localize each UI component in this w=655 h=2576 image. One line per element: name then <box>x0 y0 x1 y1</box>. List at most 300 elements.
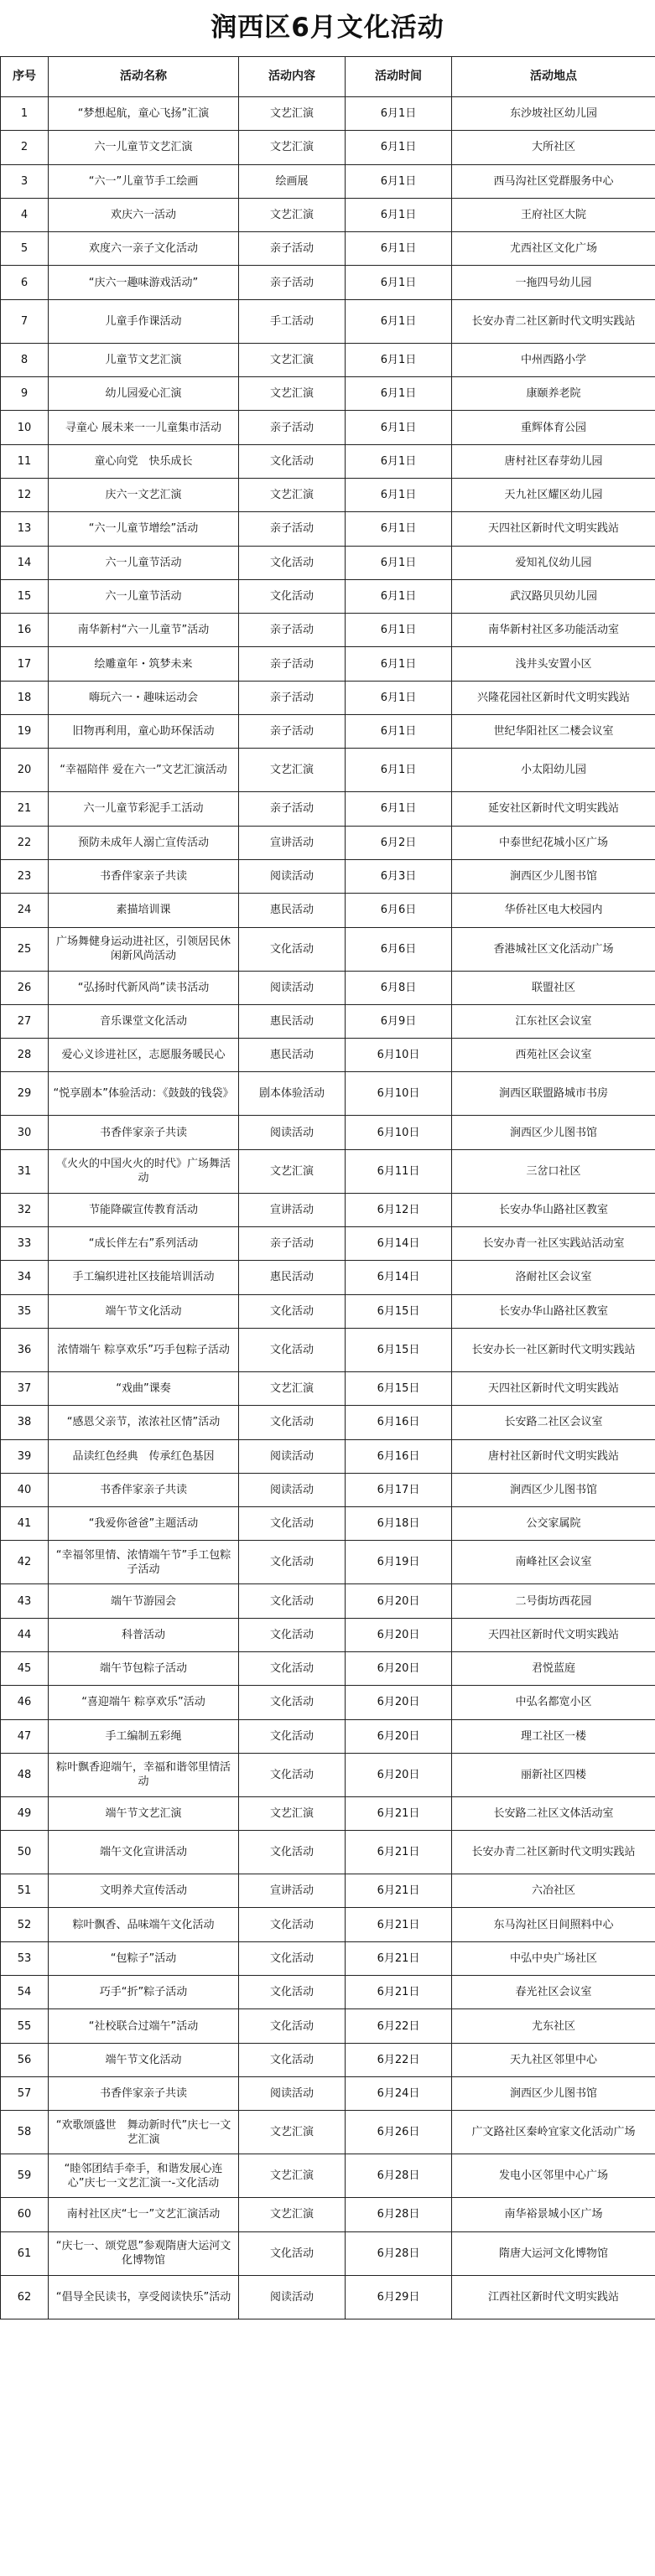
cell-activity-content: 阅读活动 <box>239 2275 346 2319</box>
cell-activity-content: 文艺汇演 <box>239 131 346 164</box>
cell-activity-content: 阅读活动 <box>239 971 346 1004</box>
table-row <box>1 971 655 1004</box>
cell-number: 29 <box>1 1072 49 1116</box>
cell-activity-date: 6月24日 <box>346 2076 452 2110</box>
cell-number: 45 <box>1 1651 49 1685</box>
cell-number: 24 <box>1 894 49 927</box>
cell-activity-content: 文化活动 <box>239 1719 346 1753</box>
table-row <box>1 1618 655 1651</box>
cell-number: 11 <box>1 444 49 478</box>
cell-number: 44 <box>1 1618 49 1651</box>
cell-activity-name: 寻童心 展未来一一儿童集市活动 <box>49 411 239 444</box>
cell-number: 13 <box>1 512 49 546</box>
cell-activity-name: “庆七一、颂党恩”参观隋唐大运河文化博物馆 <box>49 2231 239 2275</box>
table-row <box>1 478 655 511</box>
cell-activity-date: 6月9日 <box>346 1004 452 1038</box>
cell-activity-content: 文艺汇演 <box>239 97 346 131</box>
cell-activity-place: 长安路二社区会议室 <box>452 1406 655 1439</box>
cell-activity-name: 端午节文艺汇演 <box>49 1796 239 1830</box>
cell-number: 60 <box>1 2198 49 2231</box>
cell-activity-name: 南华新村“六一儿童节”活动 <box>49 614 239 647</box>
cell-number: 42 <box>1 1541 49 1584</box>
cell-activity-content: 文化活动 <box>239 927 346 971</box>
cell-activity-name: 童心向党 快乐成长 <box>49 444 239 478</box>
cell-activity-date: 6月21日 <box>346 1874 452 1908</box>
cell-number: 8 <box>1 343 49 376</box>
cell-activity-content: 惠民活动 <box>239 1039 346 1072</box>
cell-activity-name: “倡导全民读书，享受阅读快乐”活动 <box>49 2275 239 2319</box>
cell-number: 41 <box>1 1507 49 1541</box>
cell-activity-name: 端午节文化活动 <box>49 1294 239 1328</box>
cell-number: 47 <box>1 1719 49 1753</box>
cell-activity-date: 6月20日 <box>346 1719 452 1753</box>
cell-number: 4 <box>1 198 49 231</box>
table-row <box>1 2275 655 2319</box>
cell-activity-date: 6月1日 <box>346 198 452 231</box>
table-row <box>1 411 655 444</box>
cell-activity-content: 文化活动 <box>239 1976 346 2009</box>
cell-activity-date: 6月29日 <box>346 2275 452 2319</box>
cell-activity-place: 长安办华山路社区教室 <box>452 1294 655 1328</box>
cell-activity-content: 文艺汇演 <box>239 1796 346 1830</box>
cell-activity-name: 浓情端午 粽享欢乐”巧手包粽子活动 <box>49 1328 239 1371</box>
cell-activity-place: 康颐养老院 <box>452 377 655 411</box>
cell-number: 18 <box>1 681 49 714</box>
cell-activity-name: 科普活动 <box>49 1618 239 1651</box>
table-row <box>1 2043 655 2076</box>
cell-activity-name: 端午文化宣讲活动 <box>49 1831 239 1874</box>
cell-activity-name: 端午节文化活动 <box>49 2043 239 2076</box>
table-row <box>1 546 655 579</box>
header-activity-place: 活动地点 <box>452 57 655 97</box>
cell-activity-place: 洛耐社区会议室 <box>452 1261 655 1294</box>
table-row <box>1 1004 655 1038</box>
cell-activity-place: 天九社区邻里中心 <box>452 2043 655 2076</box>
cell-number: 10 <box>1 411 49 444</box>
cell-activity-name: 六一儿童节活动 <box>49 546 239 579</box>
cell-activity-place: 西马沟社区党群服务中心 <box>452 164 655 198</box>
cell-activity-date: 6月1日 <box>346 411 452 444</box>
cell-activity-date: 6月2日 <box>346 826 452 859</box>
cell-activity-content: 阅读活动 <box>239 859 346 893</box>
table-row <box>1 1406 655 1439</box>
cell-activity-content: 文化活动 <box>239 546 346 579</box>
cell-activity-name: “幸福陪伴 爱在六一”文艺汇演活动 <box>49 749 239 792</box>
table-row <box>1 859 655 893</box>
cell-activity-name: 文明养犬宣传活动 <box>49 1874 239 1908</box>
cell-activity-name: “幸福邻里情、浓情端午节”手工包粽子活动 <box>49 1541 239 1584</box>
cell-activity-content: 文化活动 <box>239 1406 346 1439</box>
cell-number: 58 <box>1 2111 49 2154</box>
table-row <box>1 1874 655 1908</box>
table-row <box>1 512 655 546</box>
cell-number: 57 <box>1 2076 49 2110</box>
cell-number: 53 <box>1 1941 49 1975</box>
cell-activity-name: 品读红色经典 传承红色基因 <box>49 1439 239 1473</box>
cell-number: 49 <box>1 1796 49 1830</box>
cell-activity-content: 宣讲活动 <box>239 1193 346 1226</box>
cell-activity-place: 唐村社区春芽幼儿园 <box>452 444 655 478</box>
cell-activity-content: 亲子活动 <box>239 1227 346 1261</box>
table-row <box>1 1116 655 1149</box>
cell-activity-place: 涧西区少儿图书馆 <box>452 2076 655 2110</box>
table-row <box>1 1149 655 1193</box>
cell-activity-content: 文化活动 <box>239 1541 346 1584</box>
cell-activity-place: 涧西区少儿图书馆 <box>452 1473 655 1506</box>
table-row <box>1 1941 655 1975</box>
table-row <box>1 1507 655 1541</box>
table-row <box>1 792 655 826</box>
cell-activity-name: “社校联合过端午”活动 <box>49 2009 239 2043</box>
cell-activity-content: 文艺汇演 <box>239 2154 346 2198</box>
cell-activity-name: 巧手“折”粽子活动 <box>49 1976 239 2009</box>
table-row <box>1 1651 655 1685</box>
cell-activity-place: 南华裕景城小区广场 <box>452 2198 655 2231</box>
cell-activity-name: “庆六一趣味游戏活动” <box>49 266 239 299</box>
cell-activity-name: 手工编织进社区技能培训活动 <box>49 1261 239 1294</box>
cell-activity-name: “六一”儿童节手工绘画 <box>49 164 239 198</box>
table-row <box>1 164 655 198</box>
table-header-row <box>1 57 655 97</box>
cell-activity-content: 宣讲活动 <box>239 826 346 859</box>
table-row <box>1 198 655 231</box>
table-row <box>1 1294 655 1328</box>
table-row <box>1 1261 655 1294</box>
cell-activity-date: 6月1日 <box>346 164 452 198</box>
cell-activity-place: 隋唐大运河文化博物馆 <box>452 2231 655 2275</box>
table-row <box>1 2231 655 2275</box>
cell-activity-name: 书香伴家亲子共读 <box>49 859 239 893</box>
cell-activity-place: 天四社区新时代文明实践站 <box>452 1618 655 1651</box>
cell-activity-name: 书香伴家亲子共读 <box>49 1473 239 1506</box>
cell-activity-name: 绘雕童年・筑梦未来 <box>49 647 239 681</box>
cell-activity-place: 长安办青二社区新时代文明实践站 <box>452 299 655 343</box>
cell-number: 54 <box>1 1976 49 2009</box>
cell-activity-date: 6月14日 <box>346 1261 452 1294</box>
cell-activity-place: 六冶社区 <box>452 1874 655 1908</box>
cell-activity-place: 涧西区联盟路城市书房 <box>452 1072 655 1116</box>
cell-activity-place: 世纪华阳社区二楼会议室 <box>452 715 655 749</box>
cell-activity-place: 长安办青一社区实践站活动室 <box>452 1227 655 1261</box>
cell-activity-date: 6月1日 <box>346 546 452 579</box>
cell-number: 43 <box>1 1584 49 1618</box>
cell-number: 22 <box>1 826 49 859</box>
table-row <box>1 1039 655 1072</box>
cell-activity-place: 天四社区新时代文明实践站 <box>452 1371 655 1405</box>
cell-activity-content: 文艺汇演 <box>239 198 346 231</box>
cell-activity-date: 6月20日 <box>346 1686 452 1719</box>
cell-activity-content: 亲子活动 <box>239 232 346 266</box>
cell-activity-content: 亲子活动 <box>239 647 346 681</box>
cell-activity-name: 六一儿童节彩泥手工活动 <box>49 792 239 826</box>
cell-activity-place: 南峰社区会议室 <box>452 1541 655 1584</box>
table-row <box>1 97 655 131</box>
table-row <box>1 444 655 478</box>
cell-activity-name: 书香伴家亲子共读 <box>49 1116 239 1149</box>
cell-activity-name: 音乐课堂文化活动 <box>49 1004 239 1038</box>
cell-activity-place: 公交家属院 <box>452 1507 655 1541</box>
cell-number: 19 <box>1 715 49 749</box>
cell-activity-content: 惠民活动 <box>239 1004 346 1038</box>
header-activity-content: 活动内容 <box>239 57 346 97</box>
table-row <box>1 614 655 647</box>
cell-activity-content: 文化活动 <box>239 1941 346 1975</box>
cell-activity-date: 6月1日 <box>346 444 452 478</box>
cell-activity-name: 手工编制五彩绳 <box>49 1719 239 1753</box>
cell-activity-name: “成长伴左右”系列活动 <box>49 1227 239 1261</box>
cell-number: 26 <box>1 971 49 1004</box>
cell-activity-content: 文化活动 <box>239 1584 346 1618</box>
table-row <box>1 1831 655 1874</box>
table-row <box>1 1371 655 1405</box>
cell-activity-date: 6月1日 <box>346 749 452 792</box>
cell-activity-date: 6月28日 <box>346 2231 452 2275</box>
cell-activity-place: 中泰世纪花城小区广场 <box>452 826 655 859</box>
cell-activity-place: 中弘中央广场社区 <box>452 1941 655 1975</box>
cell-number: 25 <box>1 927 49 971</box>
cell-activity-date: 6月20日 <box>346 1753 452 1796</box>
cell-activity-name: “戏曲”课奏 <box>49 1371 239 1405</box>
cell-activity-content: 文化活动 <box>239 1753 346 1796</box>
cell-activity-content: 文化活动 <box>239 1651 346 1685</box>
cell-activity-date: 6月1日 <box>346 299 452 343</box>
cell-activity-name: 粽叶飘香、品味端午文化活动 <box>49 1908 239 1941</box>
cell-activity-place: 小太阳幼儿园 <box>452 749 655 792</box>
cell-activity-content: 文化活动 <box>239 1507 346 1541</box>
activity-table <box>0 56 655 2319</box>
cell-activity-content: 文化活动 <box>239 1686 346 1719</box>
table-row <box>1 749 655 792</box>
cell-activity-name: 六一儿童节文艺汇演 <box>49 131 239 164</box>
table-row <box>1 2111 655 2154</box>
cell-activity-content: 文艺汇演 <box>239 377 346 411</box>
cell-activity-name: “弘扬时代新风尚”读书活动 <box>49 971 239 1004</box>
header-number: 序号 <box>1 57 49 97</box>
cell-activity-date: 6月28日 <box>346 2198 452 2231</box>
cell-activity-content: 文化活动 <box>239 579 346 613</box>
cell-activity-date: 6月1日 <box>346 232 452 266</box>
cell-activity-date: 6月21日 <box>346 1908 452 1941</box>
cell-number: 62 <box>1 2275 49 2319</box>
cell-activity-content: 文化活动 <box>239 1328 346 1371</box>
cell-activity-date: 6月15日 <box>346 1294 452 1328</box>
table-row <box>1 232 655 266</box>
cell-activity-place: 春光社区会议室 <box>452 1976 655 2009</box>
cell-activity-date: 6月15日 <box>346 1328 452 1371</box>
cell-activity-name: 端午节游园会 <box>49 1584 239 1618</box>
cell-activity-date: 6月6日 <box>346 927 452 971</box>
cell-activity-content: 文化活动 <box>239 1908 346 1941</box>
table-row <box>1 1753 655 1796</box>
cell-activity-date: 6月1日 <box>346 343 452 376</box>
cell-activity-name: “悦享剧本”体验活动：《鼓鼓的钱袋》 <box>49 1072 239 1116</box>
cell-activity-place: 一拖四号幼儿园 <box>452 266 655 299</box>
cell-activity-date: 6月1日 <box>346 97 452 131</box>
cell-activity-place: 长安办华山路社区教室 <box>452 1193 655 1226</box>
cell-activity-date: 6月3日 <box>346 859 452 893</box>
cell-activity-content: 惠民活动 <box>239 1261 346 1294</box>
table-row <box>1 2009 655 2043</box>
table-row <box>1 1473 655 1506</box>
cell-activity-date: 6月22日 <box>346 2043 452 2076</box>
table-row <box>1 2154 655 2198</box>
cell-activity-name: 爱心义诊进社区，志愿服务暖民心 <box>49 1039 239 1072</box>
cell-activity-content: 手工活动 <box>239 299 346 343</box>
cell-number: 2 <box>1 131 49 164</box>
cell-activity-place: 兴隆花园社区新时代文明实践站 <box>452 681 655 714</box>
cell-activity-place: 大所社区 <box>452 131 655 164</box>
table-row <box>1 1439 655 1473</box>
cell-activity-date: 6月10日 <box>346 1039 452 1072</box>
cell-activity-name: 幼儿园爱心汇演 <box>49 377 239 411</box>
cell-activity-place: 爱知礼仪幼儿园 <box>452 546 655 579</box>
cell-activity-name: “喜迎端午 粽享欢乐”活动 <box>49 1686 239 1719</box>
table-row <box>1 1686 655 1719</box>
table-row <box>1 1227 655 1261</box>
cell-activity-date: 6月1日 <box>346 579 452 613</box>
cell-activity-name: 旧物再利用，童心助环保活动 <box>49 715 239 749</box>
cell-number: 16 <box>1 614 49 647</box>
table-row <box>1 131 655 164</box>
cell-activity-content: 文艺汇演 <box>239 478 346 511</box>
cell-activity-place: 发电小区邻里中心广场 <box>452 2154 655 2198</box>
cell-activity-place: 联盟社区 <box>452 971 655 1004</box>
cell-activity-date: 6月15日 <box>346 1371 452 1405</box>
cell-activity-date: 6月12日 <box>346 1193 452 1226</box>
cell-activity-date: 6月1日 <box>346 715 452 749</box>
cell-activity-place: 中州西路小学 <box>452 343 655 376</box>
cell-activity-name: 南村社区庆“七一”文艺汇演活动 <box>49 2198 239 2231</box>
cell-activity-date: 6月11日 <box>346 1149 452 1193</box>
table-row <box>1 579 655 613</box>
cell-activity-content: 文化活动 <box>239 2009 346 2043</box>
cell-activity-place: 长安办长一社区新时代文明实践站 <box>452 1328 655 1371</box>
cell-number: 38 <box>1 1406 49 1439</box>
cell-activity-date: 6月20日 <box>346 1618 452 1651</box>
cell-activity-content: 阅读活动 <box>239 1473 346 1506</box>
table-row <box>1 1072 655 1116</box>
cell-activity-date: 6月17日 <box>346 1473 452 1506</box>
cell-activity-content: 亲子活动 <box>239 792 346 826</box>
cell-number: 14 <box>1 546 49 579</box>
cell-activity-place: 武汉路贝贝幼儿园 <box>452 579 655 613</box>
cell-activity-date: 6月1日 <box>346 792 452 826</box>
cell-activity-name: 嗨玩六一・趣味运动会 <box>49 681 239 714</box>
cell-number: 46 <box>1 1686 49 1719</box>
cell-activity-place: 尤东社区 <box>452 2009 655 2043</box>
cell-activity-date: 6月10日 <box>346 1116 452 1149</box>
cell-activity-content: 文化活动 <box>239 444 346 478</box>
cell-number: 55 <box>1 2009 49 2043</box>
table-row <box>1 715 655 749</box>
cell-activity-content: 文化活动 <box>239 1618 346 1651</box>
cell-activity-date: 6月22日 <box>346 2009 452 2043</box>
cell-activity-place: 华侨社区电大校园内 <box>452 894 655 927</box>
cell-activity-date: 6月1日 <box>346 681 452 714</box>
cell-activity-date: 6月21日 <box>346 1831 452 1874</box>
cell-activity-place: 东马沟社区日间照料中心 <box>452 1908 655 1941</box>
cell-number: 61 <box>1 2231 49 2275</box>
cell-number: 36 <box>1 1328 49 1371</box>
table-row <box>1 826 655 859</box>
cell-activity-date: 6月1日 <box>346 614 452 647</box>
cell-activity-date: 6月1日 <box>346 131 452 164</box>
cell-number: 27 <box>1 1004 49 1038</box>
table-row <box>1 1908 655 1941</box>
table-row <box>1 2076 655 2110</box>
cell-number: 33 <box>1 1227 49 1261</box>
cell-activity-content: 阅读活动 <box>239 1439 346 1473</box>
cell-activity-date: 6月8日 <box>346 971 452 1004</box>
cell-activity-name: “睦邻团结手牵手，和谐发展心连心”庆七一文艺汇演一-文化活动 <box>49 2154 239 2198</box>
table-row <box>1 1541 655 1584</box>
cell-activity-name: 欢庆六一活动 <box>49 198 239 231</box>
cell-number: 21 <box>1 792 49 826</box>
cell-activity-date: 6月21日 <box>346 1976 452 2009</box>
cell-activity-place: 天九社区耀区幼儿园 <box>452 478 655 511</box>
cell-activity-date: 6月1日 <box>346 266 452 299</box>
cell-activity-name: 《火火的中国火火的时代》广场舞活动 <box>49 1149 239 1193</box>
cell-activity-date: 6月14日 <box>346 1227 452 1261</box>
cell-number: 31 <box>1 1149 49 1193</box>
cell-activity-name: 庆六一文艺汇演 <box>49 478 239 511</box>
table-row <box>1 1328 655 1371</box>
cell-activity-content: 文艺汇演 <box>239 749 346 792</box>
table-row <box>1 1584 655 1618</box>
cell-activity-name: 六一儿童节活动 <box>49 579 239 613</box>
cell-activity-content: 文艺汇演 <box>239 2198 346 2231</box>
cell-number: 30 <box>1 1116 49 1149</box>
cell-activity-content: 绘画展 <box>239 164 346 198</box>
cell-number: 39 <box>1 1439 49 1473</box>
cell-number: 52 <box>1 1908 49 1941</box>
cell-activity-date: 6月26日 <box>346 2111 452 2154</box>
cell-number: 9 <box>1 377 49 411</box>
cell-activity-content: 亲子活动 <box>239 681 346 714</box>
table-row <box>1 894 655 927</box>
cell-activity-name: “六一儿童节增绘”活动 <box>49 512 239 546</box>
cell-activity-name: 欢度六一亲子文化活动 <box>49 232 239 266</box>
table-row <box>1 343 655 376</box>
cell-activity-date: 6月21日 <box>346 1941 452 1975</box>
cell-number: 32 <box>1 1193 49 1226</box>
cell-number: 34 <box>1 1261 49 1294</box>
table-row <box>1 647 655 681</box>
cell-activity-date: 6月28日 <box>346 2154 452 2198</box>
cell-activity-content: 亲子活动 <box>239 411 346 444</box>
table-row <box>1 377 655 411</box>
cell-activity-content: 文艺汇演 <box>239 1149 346 1193</box>
cell-number: 12 <box>1 478 49 511</box>
cell-activity-place: 丽新社区四楼 <box>452 1753 655 1796</box>
cell-activity-place: 王府社区大院 <box>452 198 655 231</box>
cell-activity-content: 惠民活动 <box>239 894 346 927</box>
cell-activity-content: 文化活动 <box>239 1831 346 1874</box>
cell-activity-place: 君悦蓝庭 <box>452 1651 655 1685</box>
cell-number: 17 <box>1 647 49 681</box>
cell-activity-date: 6月10日 <box>346 1072 452 1116</box>
cell-activity-date: 6月19日 <box>346 1541 452 1584</box>
cell-activity-content: 亲子活动 <box>239 614 346 647</box>
cell-activity-place: 涧西区少儿图书馆 <box>452 859 655 893</box>
cell-number: 56 <box>1 2043 49 2076</box>
cell-activity-place: 尤西社区文化广场 <box>452 232 655 266</box>
cell-activity-name: 广场舞健身运动进社区，引领居民休闲新风尚活动 <box>49 927 239 971</box>
cell-activity-place: 江西社区新时代文明实践站 <box>452 2275 655 2319</box>
cell-activity-place: 广文路社区秦岭宜家文化活动广场 <box>452 2111 655 2154</box>
table-row <box>1 681 655 714</box>
cell-activity-content: 阅读活动 <box>239 2076 346 2110</box>
